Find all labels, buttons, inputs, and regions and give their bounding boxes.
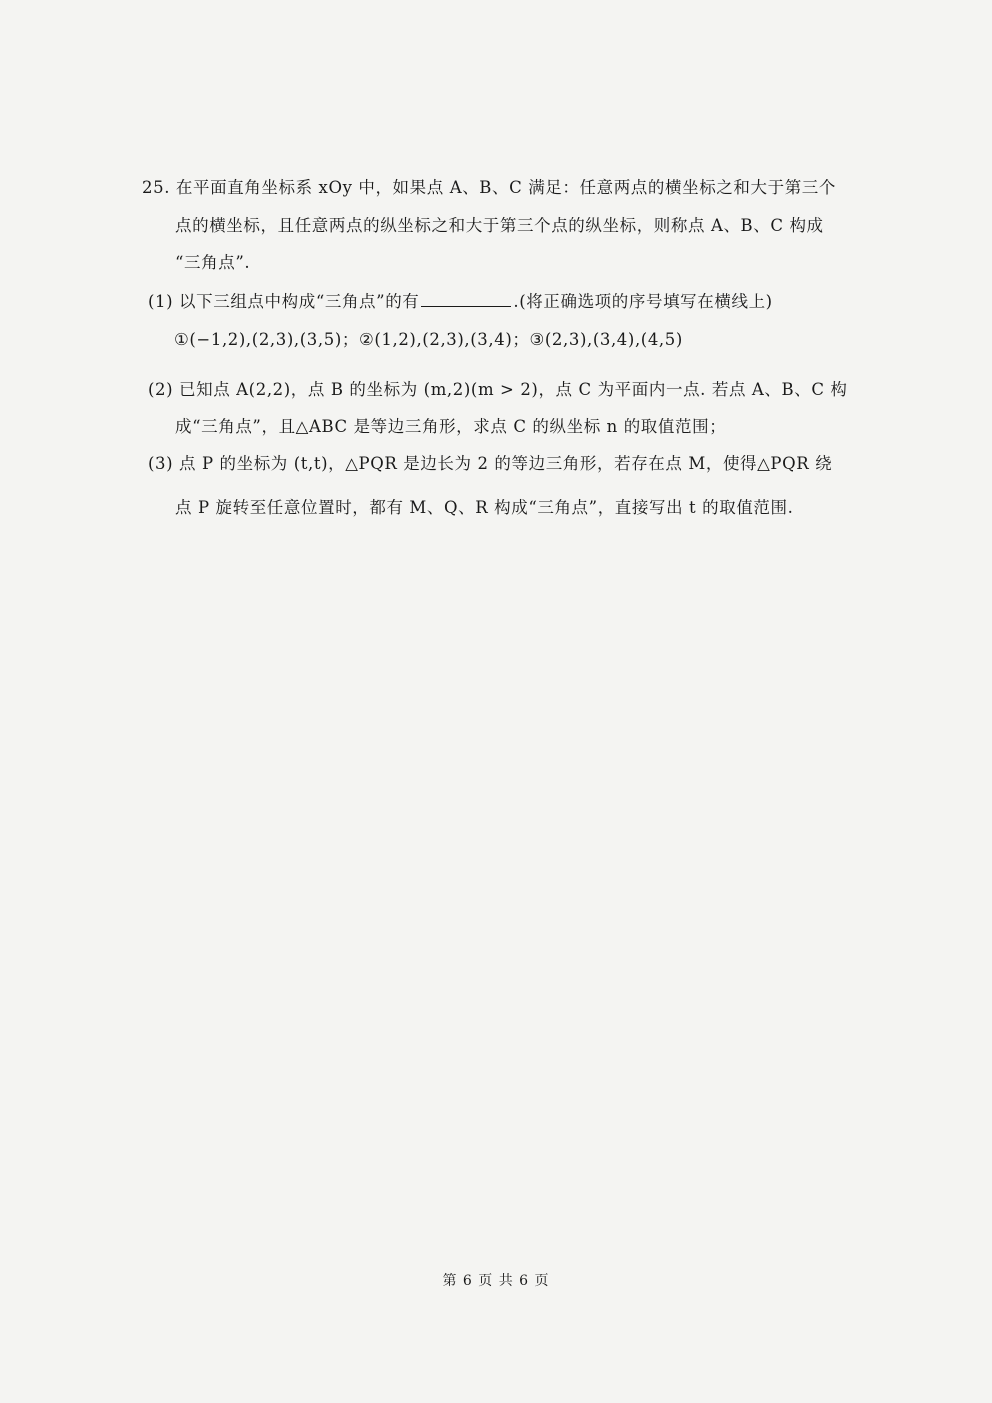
stem-text-1: 在平面直角坐标系 xOy 中，如果点 A、B、C 满足：任意两点的横坐标之和大于第三个	[175, 178, 837, 197]
page-footer: 第 6 页 共 6 页	[442, 1273, 550, 1289]
part-1-options: ①(−1,2),(2,3),(3,5)；②(1,2),(2,3),(3,4)；③(2,3),(3,4),(4,5)	[174, 330, 683, 349]
problem-number: 25.	[142, 178, 171, 197]
problem-25-stem-line-2: 点的横坐标，且任意两点的纵坐标之和大于第三个点的纵坐标，则称点 A、B、C 构成	[175, 216, 824, 235]
part-3-line-1: (3) 点 P 的坐标为 (t,t)，△PQR 是边长为 2 的等边三角形，若存在点 M，使得△PQR 绕	[148, 454, 833, 473]
part-2-line-1: (2) 已知点 A(2,2)，点 B 的坐标为 (m,2)(m > 2)，点 C 为平面内一点. 若点 A、B、C 构	[148, 380, 848, 399]
problem-25-stem-line-3: “三角点”.	[175, 253, 251, 272]
part-1-text-after: .(将正确选项的序号填写在横线上)	[513, 292, 773, 311]
part-1-text-before: (1) 以下三组点中构成“三角点”的有	[148, 292, 420, 311]
part-3-line-2: 点 P 旋转至任意位置时，都有 M、Q、R 构成“三角点”，直接写出 t 的取值范围.	[175, 498, 794, 517]
problem-25-stem-line-1	[142, 176, 836, 200]
answer-blank	[421, 289, 511, 307]
part-1-question	[148, 289, 773, 314]
part-2-line-2: 成“三角点”，且△ABC 是等边三角形，求点 C 的纵坐标 n 的取值范围；	[175, 417, 727, 436]
